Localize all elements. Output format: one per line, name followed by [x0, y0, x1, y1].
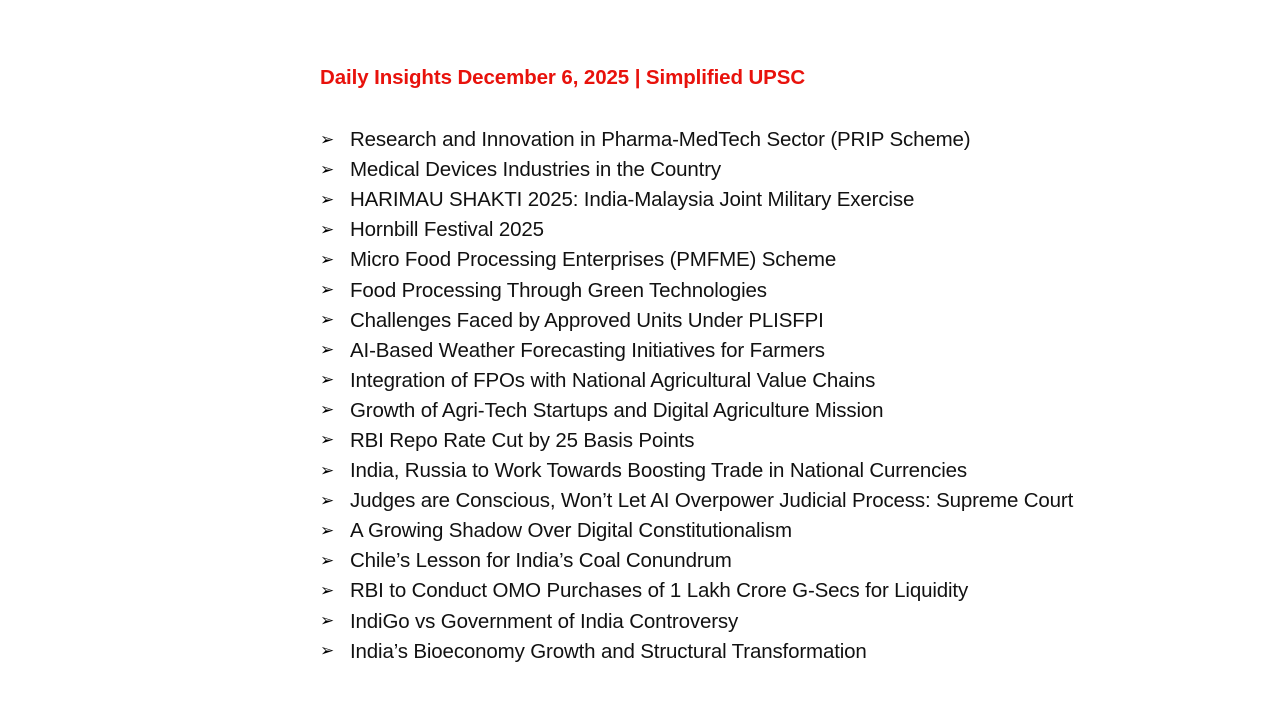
topic-list — [320, 125, 1073, 667]
list-item — [320, 215, 1073, 245]
topic-text: Food Processing Through Green Technologies — [350, 278, 767, 302]
arrow-bullet-icon: ➢ — [320, 550, 335, 571]
topic-text: IndiGo vs Government of India Controversy — [350, 609, 739, 633]
arrow-bullet-icon: ➢ — [320, 641, 335, 662]
topic-text: Challenges Faced by Approved Units Under PLISFPI — [350, 308, 824, 332]
arrow-bullet-icon: ➢ — [320, 340, 335, 361]
arrow-bullet-icon: ➢ — [320, 490, 335, 511]
arrow-bullet-icon: ➢ — [320, 611, 335, 632]
topic-text: India, Russia to Work Towards Boosting Trade in National Currencies — [350, 459, 968, 483]
list-item — [320, 336, 1073, 366]
slide-title: Daily Insights December 6, 2025 | Simplified UPSC — [320, 66, 806, 89]
arrow-bullet-icon: ➢ — [320, 580, 335, 601]
list-item — [320, 306, 1073, 336]
topic-text: RBI to Conduct OMO Purchases of 1 Lakh Crore G-Secs for Liquidity — [350, 579, 969, 603]
topic-text: HARIMAU SHAKTI 2025: India-Malaysia Joint Military Exercise — [350, 188, 915, 212]
list-item — [320, 486, 1073, 516]
list-item — [320, 155, 1073, 185]
arrow-bullet-icon: ➢ — [320, 129, 335, 150]
arrow-bullet-icon: ➢ — [320, 189, 335, 210]
topic-text: Chile’s Lesson for India’s Coal Conundrum — [350, 549, 732, 573]
topic-text: A Growing Shadow Over Digital Constitutionalism — [350, 519, 792, 543]
topic-text: Growth of Agri-Tech Startups and Digital Agriculture Mission — [350, 398, 884, 422]
arrow-bullet-icon: ➢ — [320, 249, 335, 270]
arrow-bullet-icon: ➢ — [320, 520, 335, 541]
topic-text: Judges are Conscious, Won’t Let AI Overpower Judicial Process: Supreme Court — [350, 489, 1074, 513]
arrow-bullet-icon: ➢ — [320, 430, 335, 451]
list-item — [320, 185, 1073, 215]
list-item — [320, 576, 1073, 606]
list-item — [320, 456, 1073, 486]
arrow-bullet-icon: ➢ — [320, 219, 335, 240]
arrow-bullet-icon: ➢ — [320, 310, 335, 331]
list-item — [320, 366, 1073, 396]
arrow-bullet-icon: ➢ — [320, 159, 335, 180]
topic-text: Research and Innovation in Pharma-MedTech Sector (PRIP Scheme) — [350, 128, 971, 152]
list-item — [320, 516, 1073, 546]
topic-text: Hornbill Festival 2025 — [350, 218, 544, 242]
arrow-bullet-icon: ➢ — [320, 400, 335, 421]
topic-text: AI-Based Weather Forecasting Initiatives for Farmers — [350, 338, 825, 362]
list-item — [320, 396, 1073, 426]
list-item — [320, 426, 1073, 456]
list-item — [320, 125, 1073, 155]
topic-text: Micro Food Processing Enterprises (PMFME) Scheme — [350, 248, 837, 272]
arrow-bullet-icon: ➢ — [320, 460, 335, 481]
list-item — [320, 245, 1073, 275]
list-item — [320, 546, 1073, 576]
arrow-bullet-icon: ➢ — [320, 370, 335, 391]
topic-text: RBI Repo Rate Cut by 25 Basis Points — [350, 428, 695, 452]
topic-text: Medical Devices Industries in the Country — [350, 158, 721, 182]
list-item — [320, 637, 1073, 667]
topic-text: Integration of FPOs with National Agricultural Value Chains — [350, 368, 876, 392]
arrow-bullet-icon: ➢ — [320, 280, 335, 301]
list-item — [320, 275, 1073, 305]
topic-text: India’s Bioeconomy Growth and Structural Transformation — [350, 639, 867, 663]
list-item — [320, 607, 1073, 637]
